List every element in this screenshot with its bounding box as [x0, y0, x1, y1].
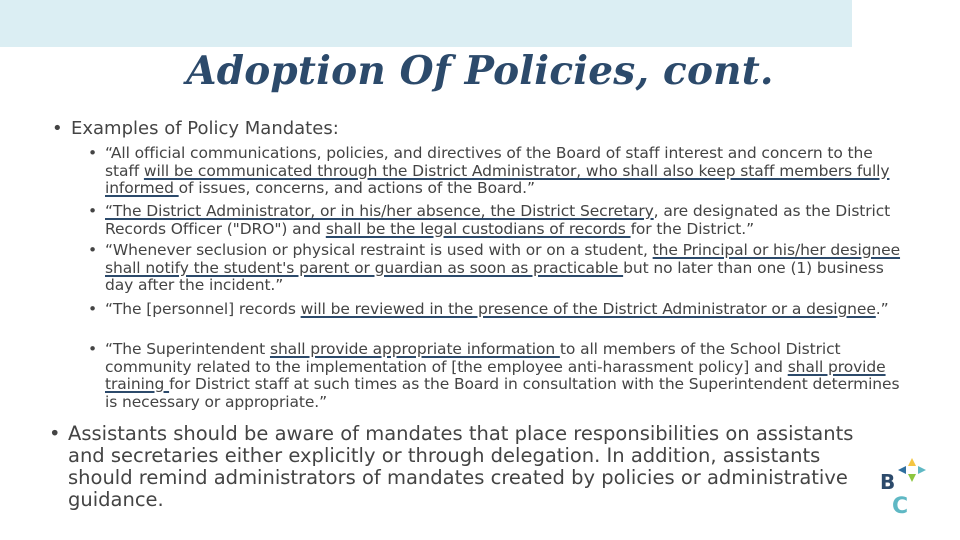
mandate-item-1 [88, 144, 910, 198]
bullet-dot: • [49, 422, 61, 445]
mandate-item-4 [88, 300, 910, 319]
mandate-emphasis: shall provide training [105, 357, 886, 393]
mandate-emphasis: “The District Administrator, or in his/her absence, the District Secretary [105, 202, 654, 220]
mandate-item-5 [88, 340, 910, 411]
mandate-text: “All official communications, policies, and directives of the Board of staff interest and concern to the staff [105, 144, 873, 180]
bullet-assistants [49, 422, 888, 511]
mandate-text: of issues, concerns, and actions of the Board.” [178, 179, 535, 197]
mandate-text: to all members of the School District community related to the implementation of [the employee anti-harassment policy] and [105, 340, 841, 376]
mandate-text: “Whenever seclusion or physical restraint is used with or on a student, [105, 241, 653, 259]
mandate-text: “The Superintendent [105, 340, 270, 358]
mandate-item-3 [88, 241, 910, 295]
bullet-text: Examples of Policy Mandates: [71, 118, 339, 139]
bullet-dot: • [52, 118, 63, 139]
logo-letter-c: C [892, 494, 909, 516]
sparkle-icon [898, 458, 926, 482]
bullet-dot: • [88, 202, 98, 220]
bullet-dot: • [88, 144, 98, 162]
bc-logo [880, 456, 928, 516]
mandate-emphasis: will be communicated through the District Administrator, who shall also keep staff members fully informed [105, 161, 890, 197]
bullet-dot: • [88, 340, 98, 358]
mandate-text: but no later than one (1) business day after the incident.” [105, 258, 884, 294]
header-band [0, 0, 852, 47]
bullet-text: Assistants should be aware of mandates that place responsibilities on assistants and secretaries either explicitly or through delegation. In addition, assistants should remind administrators of mandates created by policies or administrative guidance. [68, 422, 854, 511]
mandate-emphasis: shall be the legal custodians of records [325, 219, 631, 238]
mandate-text: .” [875, 300, 889, 318]
mandate-emphasis: will be reviewed in the presence of the District Administrator or a designee [300, 300, 876, 318]
mandate-text: “The [personnel] records [105, 300, 301, 318]
mandate-item-2 [88, 202, 910, 238]
logo-letter-b: B [880, 470, 896, 494]
mandate-text: for District staff at such times as the Board in consultation with the Superintendent determines is necessary or appropriate.” [105, 375, 900, 411]
mandate-text: for the District.” [630, 219, 754, 238]
bullet-examples [52, 118, 339, 139]
mandate-text: , are designated as the District Records Officer ("DRO") and [105, 202, 891, 238]
bullet-dot: • [88, 300, 98, 318]
mandate-emphasis: the Principal or his/her designee shall notify the student's parent or guardian as soon as practicable [105, 241, 901, 277]
slide-title: Adoption Of Policies, cont. [186, 48, 774, 94]
mandate-emphasis: shall provide appropriate information [269, 340, 560, 358]
bullet-dot: • [88, 241, 98, 259]
